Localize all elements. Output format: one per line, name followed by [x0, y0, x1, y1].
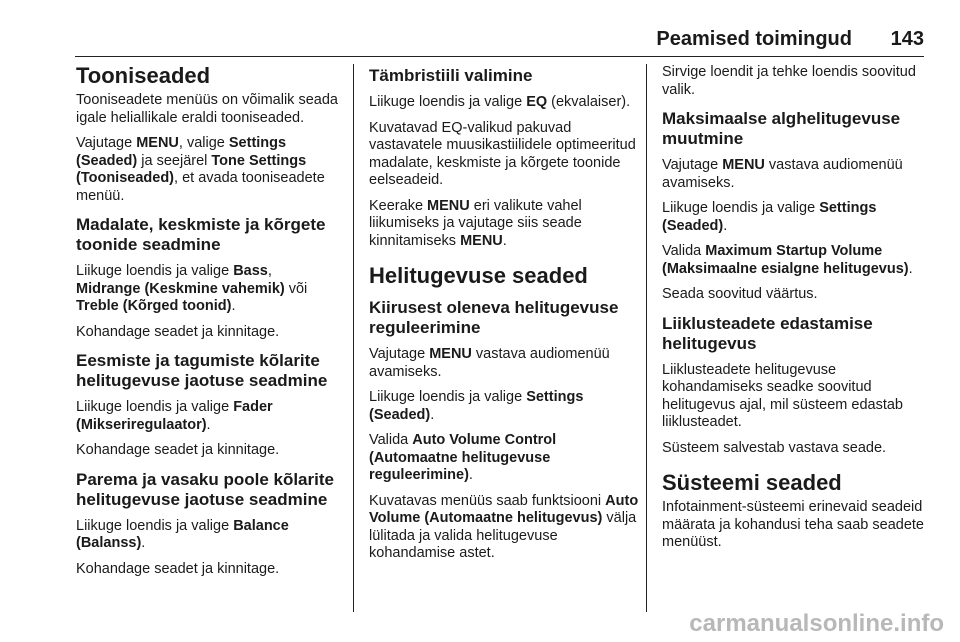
heading-tone-settings: Tooniseaded — [76, 63, 211, 88]
heading-speed-volume: Kiirusest oleneva helitugevuse reguleerimine — [369, 298, 619, 337]
paragraph: Liikuge loendis ja valige Settings (Seaded). — [369, 389, 584, 423]
heading-system-settings: Süsteemi seaded — [662, 470, 842, 495]
paragraph: Vajutage MENU vastava audiomenüü avamiseks. — [369, 346, 610, 380]
paragraph: Liikuge loendis ja valige Fader (Mikseriregulaator). — [76, 399, 273, 433]
paragraph: Infotainment-süsteemi erinevaid seadeid määrata ja kohandusi teha saab seadete menüüst. — [662, 499, 924, 550]
paragraph: Liikuge loendis ja valige Settings (Seaded). — [662, 200, 877, 234]
paragraph: Kohandage seadet ja kinnitage. — [76, 323, 280, 340]
column-divider-1 — [353, 64, 354, 612]
column-1 — [76, 64, 346, 586]
heading-traffic-volume: Liiklusteadete edastamise helitugevus — [662, 313, 873, 353]
heading-bass-mid-treble: Madalate, keskmiste ja kõrgete toonide seadmine — [76, 215, 326, 254]
paragraph: Valida Auto Volume Control (Automaatne helitugevuse reguleerimine). — [369, 432, 557, 483]
paragraph: Süsteem salvestab vastava seade. — [662, 439, 887, 456]
page-number: 143 — [890, 28, 924, 50]
heading-eq: Tämbristiili valimine — [369, 66, 533, 85]
paragraph: Tooniseadete menüüs on võimalik seada igale heliallikale eraldi tooniseaded. — [76, 92, 338, 126]
paragraph: Valida Maximum Startup Volume (Maksimaalne esialgne helitugevus). — [662, 243, 913, 277]
watermark: carmanualsonline.info — [689, 610, 944, 637]
column-3 — [662, 64, 932, 560]
paragraph: Kuvatavad EQ-valikud pakuvad vastavatele muusikastiilidele optimeeritud madalate, keskmiste ja kõrgete toonide eelseadeid. — [369, 119, 636, 188]
paragraph: Kohandage seadet ja kinnitage. — [76, 442, 280, 458]
paragraph: Vajutage MENU, valige Settings (Seaded) ja seejärel Tone Settings (Tooniseaded), et avada tooniseadete menüü. — [76, 135, 325, 204]
paragraph: Sirvige loendit ja tehke loendis soovitud valik. — [662, 64, 916, 98]
heading-volume-settings: Helitugevuse seaded — [369, 263, 588, 288]
page-header — [0, 26, 960, 58]
heading-fader: Eesmiste ja tagumiste kõlarite helitugevuse jaotuse seadmine — [76, 351, 328, 390]
paragraph: Seada soovitud väärtus. — [662, 286, 818, 302]
header-rule — [75, 56, 924, 57]
paragraph: Kohandage seadet ja kinnitage. — [76, 560, 280, 577]
paragraph: Liikuge loendis ja valige EQ (ekvalaiser). — [369, 94, 631, 110]
column-divider-2 — [646, 64, 647, 612]
column-2 — [369, 64, 639, 571]
paragraph: Liiklusteadete helitugevuse kohandamiseks seadke soovitud helitugevus ajal, mil süsteem edastab liiklusteadet. — [662, 361, 903, 430]
paragraph: Vajutage MENU vastava audiomenüü avamiseks. — [662, 157, 903, 191]
paragraph: Liikuge loendis ja valige Balance (Balanss). — [76, 517, 289, 551]
heading-balance: Parema ja vasaku poole kõlarite helitugevuse jaotuse seadmine — [76, 469, 334, 509]
paragraph: Keerake MENU eri valikute vahel liikumiseks ja vajutage siis seade kinnitamiseks MENU. — [369, 197, 582, 249]
page-title: Peamised toimingud — [656, 28, 852, 50]
paragraph: Kuvatavas menüüs saab funktsiooni Auto Volume (Automaatne helitugevus) välja lülitada ja valida helitugevuse kohandamise astet. — [369, 492, 639, 561]
paragraph: Liikuge loendis ja valige Bass, Midrange (Keskmine vahemik) või Treble (Kõrged toonid). — [76, 263, 308, 314]
heading-max-startup-volume: Maksimaalse alghelitugevuse muutmine — [662, 109, 901, 148]
